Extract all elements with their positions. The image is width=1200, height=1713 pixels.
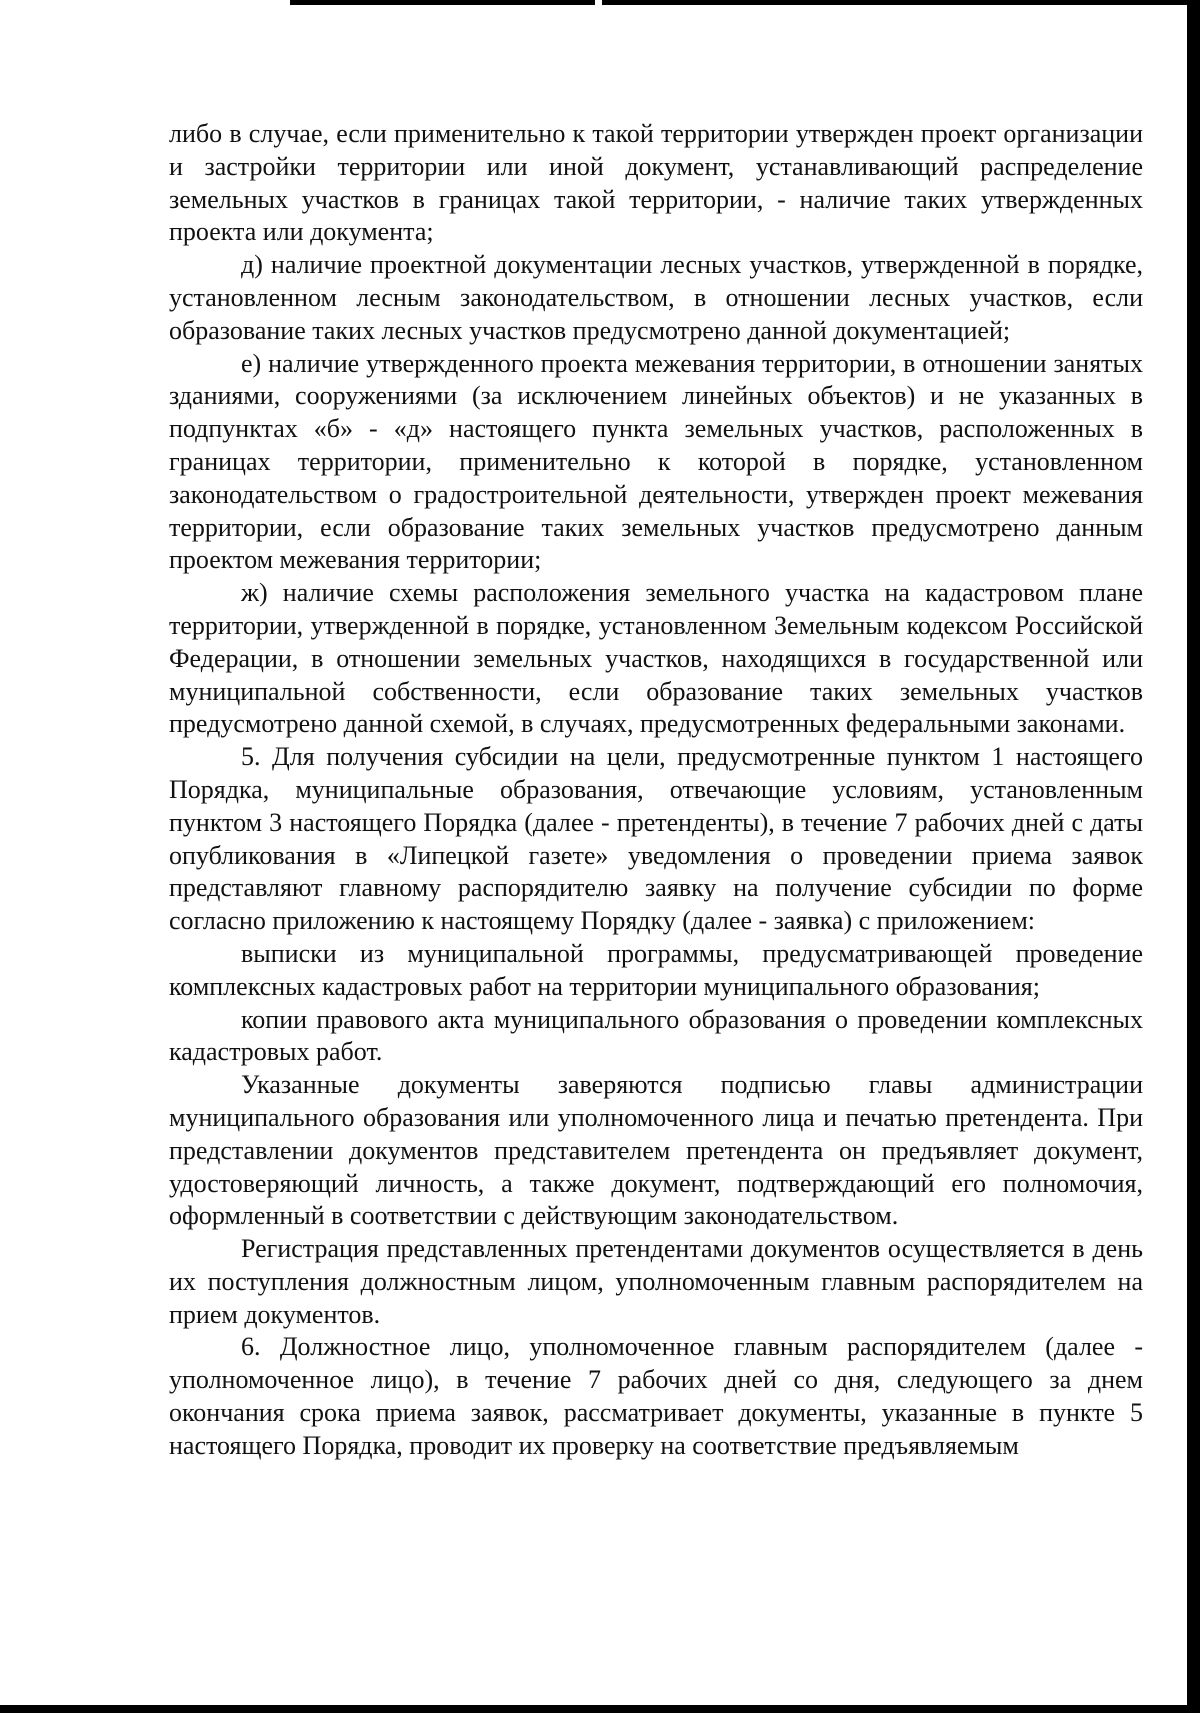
paragraph-attachment-act-copy: копии правового акта муниципального образования о проведении комплексных кадастровых работ. [169,1004,1143,1067]
paragraph-subitem-e: е) наличие утвержденного проекта межевания территории, в отношении занятых зданиями, сооружениями (за исключением линейных объектов) и не указанных в подпунктах «б» - «д» настоящего пункта земельных участков, расположенных в границах территории, применительно к которой в порядке, установленном законодательством о градостроительной деятельности, утвержден проект межевания территории, если образование таких земельных участков предусмотрено данным проектом межевания территории; [169,348,1143,575]
paragraph-registration: Регистрация представленных претендентами документов осуществляется в день их поступления должностным лицом, уполномоченным главным распорядителем на прием документов. [169,1234,1143,1329]
scan-edge-top-right [602,0,1200,5]
paragraph-attachment-extract: выписки из муниципальной программы, предусматривающей проведение комплексных кадастровых работ на территории муниципального образования; [169,938,1143,1001]
paragraph-certification: Указанные документы заверяются подписью главы администрации муниципального образования или уполномоченного лица и печатью претендента. При представлении документов представителем претендента он предъявляет документ, удостоверяющий личность, а также документ, подтверждающий его полномочия, оформленный в соответствии с действующим законодательством. [169,1070,1143,1231]
scan-edge-bottom [0,1705,1200,1713]
paragraph-item-5: 5. Для получения субсидии на цели, предусмотренные пунктом 1 настоящего Порядка, муниципальные образования, отвечающие условиям, установленным пунктом 3 настоящего Порядка (далее - претенденты), в течение 7 рабочих дней с даты опубликования в «Липецкой газете» уведомления о проведении приема заявок представляют главному распорядителю заявку на получение субсидии по форме согласно приложению к настоящему Порядку (далее - заявка) с приложением: [169,742,1143,936]
paragraph-continuation: либо в случае, если применительно к такой территории утвержден проект организации и застройки территории или иной документ, устанавливающий распределение земельных участков в границах такой территории, - наличие таких утвержденных проекта или документа; [169,119,1143,247]
paragraph-subitem-d: д) наличие проектной документации лесных участков, утвержденной в порядке, установленном лесным законодательством, в отношении лесных участков, если образование таких лесных участков предусмотрено данной документацией; [169,250,1143,345]
scan-edge-right [1187,0,1200,1713]
paragraph-subitem-zh: ж) наличие схемы расположения земельного участка на кадастровом плане территории, утвержденной в порядке, установленном Земельным кодексом Российской Федерации, в отношении земельных участков, находящихся в государственной или муниципальной собственности, если образование таких земельных участков предусмотрено данной схемой, в случаях, предусмотренных федеральными законами. [169,578,1143,739]
paragraph-item-6: 6. Должностное лицо, уполномоченное главным распорядителем (далее - уполномоченное лицо), в течение 7 рабочих дней со дня, следующего за днем окончания срока приема заявок, рассматривает документы, указанные в пункте 5 настоящего Порядка, проводит их проверку на соответствие предъявляемым [169,1332,1143,1460]
scan-edge-top-left [290,0,595,5]
document-body [169,118,1143,1463]
